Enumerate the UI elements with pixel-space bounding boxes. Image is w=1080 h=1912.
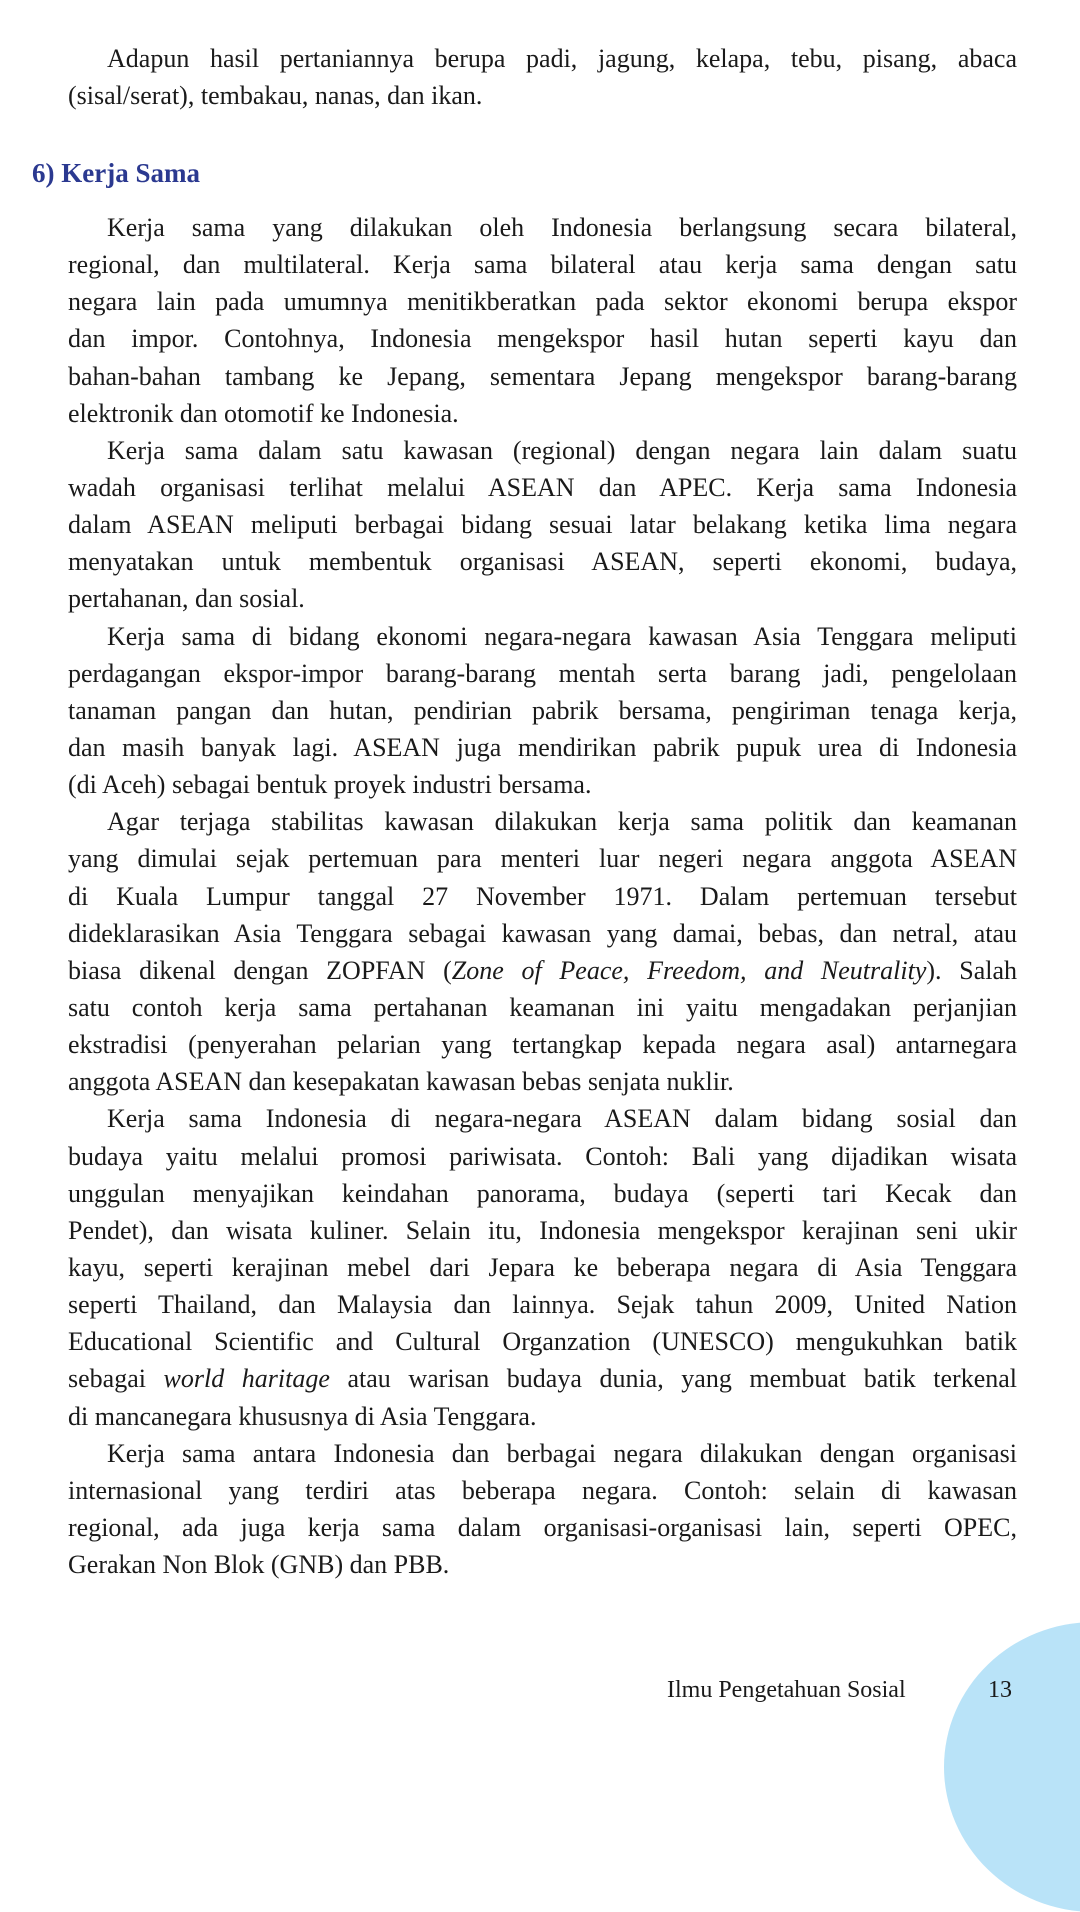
paragraph-line: Kerja sama dalam satu kawasan (regional) dengan negara lain dalam suatu xyxy=(107,435,1017,465)
paragraph-line: yang dimulai sejak pertemuan para menteri luar negeri negara anggota ASEAN xyxy=(68,844,1017,874)
paragraph-line: di mancanegara khususnya di Asia Tenggara. xyxy=(68,1401,537,1431)
paragraph-line: (sisal/serat), tembakau, nanas, dan ikan. xyxy=(68,81,483,111)
paragraph-line: dideklarasikan Asia Tenggara sebagai kawasan yang damai, bebas, dan netral, atau xyxy=(68,918,1017,948)
paragraph-line: (di Aceh) sebagai bentuk proyek industri bersama. xyxy=(68,770,592,800)
line-text: biasa dikenal dengan ZOPFAN ( xyxy=(68,955,452,985)
paragraph-line: Gerakan Non Blok (GNB) dan PBB. xyxy=(68,1550,450,1580)
page-number-background-shape xyxy=(944,1622,1080,1912)
paragraph-line: dalam ASEAN meliputi berbagai bidang sesuai latar belakang ketika lima negara xyxy=(68,510,1017,540)
paragraph-line: negara lain pada umumnya menitikberatkan pada sektor ekonomi berupa ekspor xyxy=(68,287,1017,317)
line-text: sebagai xyxy=(68,1364,164,1394)
paragraph-line: Educational Scientific and Cultural Organzation (UNESCO) mengukuhkan batik xyxy=(68,1327,1017,1357)
body-paragraph xyxy=(68,618,1017,804)
paragraph-line: regional, ada juga kerja sama dalam organisasi-organisasi lain, seperti OPEC, xyxy=(68,1512,1017,1542)
paragraph-line: kayu, seperti kerajinan mebel dari Jepara ke beberapa negara di Asia Tenggara xyxy=(68,1252,1017,1282)
paragraph-line: Kerja sama yang dilakukan oleh Indonesia berlangsung secara bilateral, xyxy=(107,213,1017,242)
paragraph-line: ekstradisi (penyerahan pelarian yang tertangkap kepada negara asal) antarnegara xyxy=(68,1030,1017,1060)
paragraph-line: unggulan menyajikan keindahan panorama, budaya (seperti tari Kecak dan xyxy=(68,1178,1017,1208)
paragraph-line: Pendet), dan wisata kuliner. Selain itu, Indonesia mengekspor kerajinan seni ukir xyxy=(68,1215,1017,1245)
body-paragraph xyxy=(68,209,1017,432)
italic-term: world haritage xyxy=(163,1364,330,1394)
paragraph-line: anggota ASEAN dan kesepakatan kawasan bebas senjata nuklir. xyxy=(68,1067,734,1097)
paragraph-line: bahan-bahan tambang ke Jepang, sementara Jepang mengekspor barang-barang xyxy=(68,361,1017,391)
paragraph-line: menyatakan untuk membentuk organisasi ASEAN, seperti ekonomi, budaya, xyxy=(68,547,1017,577)
paragraph-line: dan masih banyak lagi. ASEAN juga mendirikan pabrik pupuk urea di Indonesia xyxy=(68,732,1017,762)
paragraph-line xyxy=(68,952,1017,989)
line-text: atau warisan budaya dunia, yang membuat batik terkenal xyxy=(329,1364,1018,1394)
paragraph-line: Kerja sama di bidang ekonomi negara-negara kawasan Asia Tenggara meliputi xyxy=(107,621,1017,651)
section-body xyxy=(68,209,1017,1583)
paragraph-line: di Kuala Lumpur tanggal 27 November 1971. Dalam pertemuan tersebut xyxy=(68,881,1017,911)
body-paragraph xyxy=(68,432,1017,618)
body-paragraph xyxy=(68,803,1017,1100)
paragraph-line: wadah organisasi terlihat melalui ASEAN dan APEC. Kerja sama Indonesia xyxy=(68,472,1017,502)
paragraph-line: Kerja sama antara Indonesia dan berbagai negara dilakukan dengan organisasi xyxy=(107,1438,1017,1468)
section-heading: 6) Kerja Sama xyxy=(32,158,200,188)
page-number: 13 xyxy=(988,1677,1012,1703)
italic-term: Zone of Peace, Freedom, and Neutrality xyxy=(451,955,927,985)
paragraph-line: Kerja sama Indonesia di negara-negara ASEAN dalam bidang sosial dan xyxy=(107,1104,1017,1134)
paragraph-line: elektronik dan otomotif ke Indonesia. xyxy=(68,398,459,428)
line-text: ). Salah xyxy=(926,955,1018,985)
paragraph-line: tanaman pangan dan hutan, pendirian pabrik bersama, pengiriman tenaga kerja, xyxy=(68,695,1017,725)
book-title-footer: Ilmu Pengetahuan Sosial xyxy=(667,1677,906,1703)
paragraph-line: Agar terjaga stabilitas kawasan dilakukan kerja sama politik dan keamanan xyxy=(107,807,1017,837)
paragraph-line: perdagangan ekspor-impor barang-barang mentah serta barang jadi, pengelolaan xyxy=(68,658,1017,688)
paragraph-line: internasional yang terdiri atas beberapa negara. Contoh: selain di kawasan xyxy=(68,1475,1017,1505)
intro-paragraph xyxy=(68,40,1017,114)
paragraph-line: seperti Thailand, dan Malaysia dan lainnya. Sejak tahun 2009, United Nation xyxy=(68,1290,1017,1320)
paragraph-line: satu contoh kerja sama pertahanan keamanan ini yaitu mengadakan perjanjian xyxy=(68,992,1017,1022)
paragraph-line: pertahanan, dan sosial. xyxy=(68,584,305,614)
body-paragraph xyxy=(68,1100,1017,1434)
paragraph-line: budaya yaitu melalui promosi pariwisata. Contoh: Bali yang dijadikan wisata xyxy=(68,1141,1017,1171)
paragraph-line: Adapun hasil pertaniannya berupa padi, jagung, kelapa, tebu, pisang, abaca xyxy=(107,44,1017,73)
paragraph-line: regional, dan multilateral. Kerja sama bilateral atau kerja sama dengan satu xyxy=(68,250,1017,280)
body-paragraph xyxy=(68,1435,1017,1584)
paragraph-line: dan impor. Contohnya, Indonesia mengekspor hasil hutan seperti kayu dan xyxy=(68,324,1017,354)
paragraph-line xyxy=(68,1360,1017,1397)
